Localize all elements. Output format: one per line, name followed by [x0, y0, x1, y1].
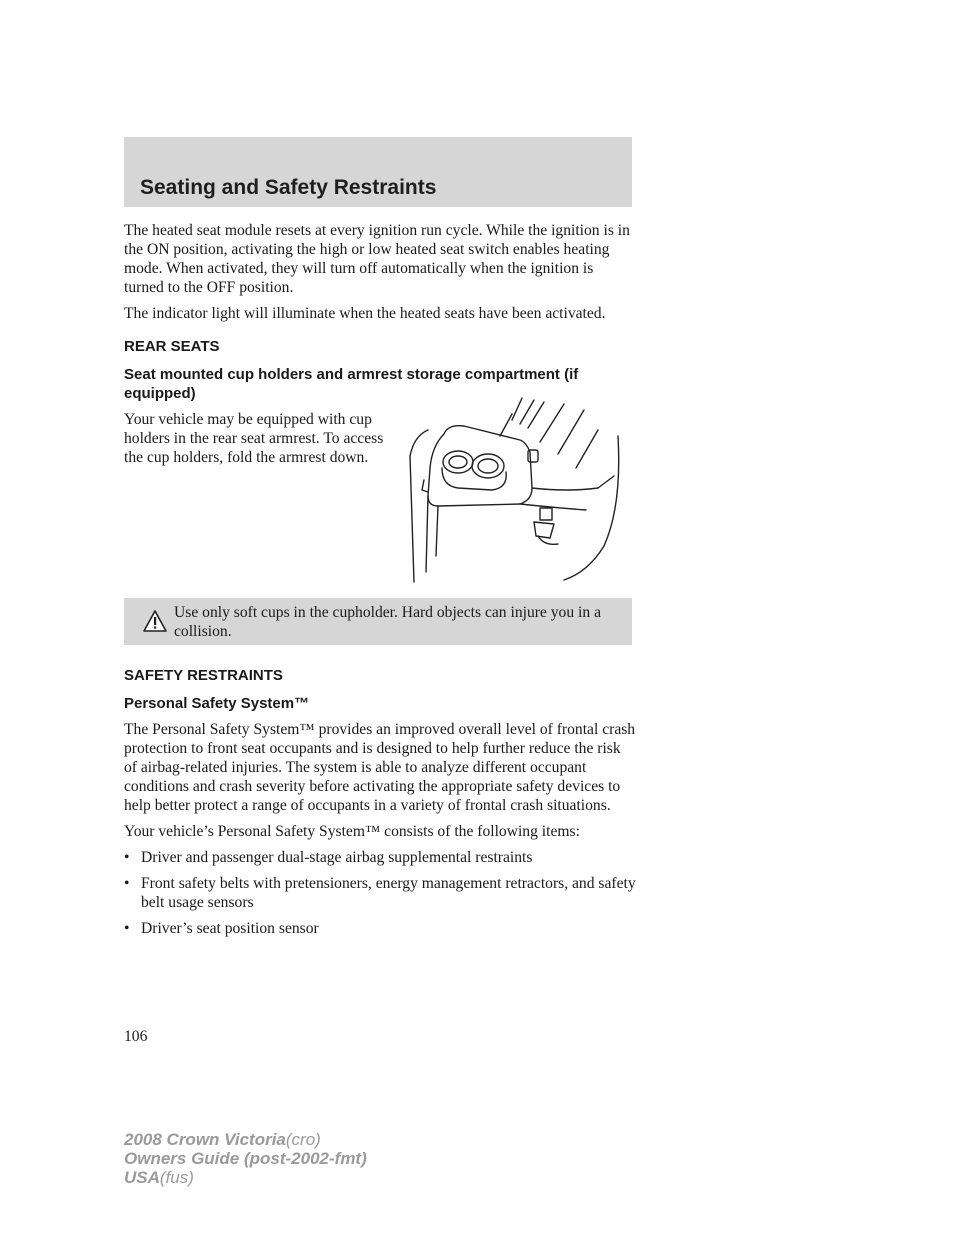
- bullet: •: [124, 920, 130, 937]
- pss-items-intro: Your vehicle’s Personal Safety System™ consists of the following items:: [124, 823, 580, 840]
- cupholder-paragraph: Your vehicle may be equipped with cup holders in the rear seat armrest. To access the cup holders, fold the armrest down.: [124, 411, 384, 466]
- list-item: • Driver’s seat position sensor: [124, 920, 319, 937]
- bullet: •: [124, 875, 130, 892]
- warning-triangle-icon: [142, 609, 168, 633]
- list-item: • Front safety belts with pretensioners, energy management retractors, and safety belt usage sensors: [124, 875, 636, 911]
- heated-seat-paragraph: The heated seat module resets at every ignition run cycle. While the ignition is in the ON position, activating the high or low heated seat switch enables heating mode. When activated, they will turn off automatically when the ignition is turned to the OFF position.: [124, 222, 630, 296]
- cupholder-heading: Seat mounted cup holders and armrest storage compartment (if equipped): [124, 366, 579, 402]
- rear-armrest-cupholder-illustration: [408, 396, 640, 584]
- indicator-light-paragraph: The indicator light will illuminate when the heated seats have been activated.: [124, 305, 606, 322]
- pss-paragraph: The Personal Safety System™ provides an improved overall level of frontal crash protection to front seat occupants and is designed to help further reduce the risk of airbag-related injuries. The system is able to analyze different occupant conditions and crash severity before activating the appropriate safety devices to help better protect a range of occupants in a variety of frontal crash situations.: [124, 721, 636, 814]
- footer-market: USA: [124, 1168, 160, 1187]
- footer-model: 2008 Crown Victoria: [124, 1130, 286, 1149]
- footer-guide: Owners Guide (post-2002-fmt): [124, 1149, 367, 1168]
- document-footer: [124, 1130, 367, 1187]
- safety-restraints-heading: SAFETY RESTRAINTS: [124, 667, 283, 684]
- cupholder-figure-row: [124, 410, 636, 598]
- page-number: 106: [124, 1028, 148, 1045]
- pss-heading: Personal Safety System™: [124, 695, 310, 712]
- footer-model-code: (cro): [285, 1130, 321, 1149]
- pss-items-list: [124, 848, 636, 938]
- warning-box: [124, 598, 632, 645]
- page-content: [124, 221, 636, 945]
- warning-text: Use only soft cups in the cupholder. Hard objects can injure you in a collision.: [174, 604, 601, 640]
- rear-seats-heading: REAR SEATS: [124, 338, 220, 355]
- bullet: •: [124, 849, 130, 866]
- footer-market-code: (fus): [159, 1168, 194, 1187]
- list-item: • Driver and passenger dual-stage airbag supplemental restraints: [124, 849, 533, 866]
- section-title: Seating and Safety Restraints: [140, 176, 437, 199]
